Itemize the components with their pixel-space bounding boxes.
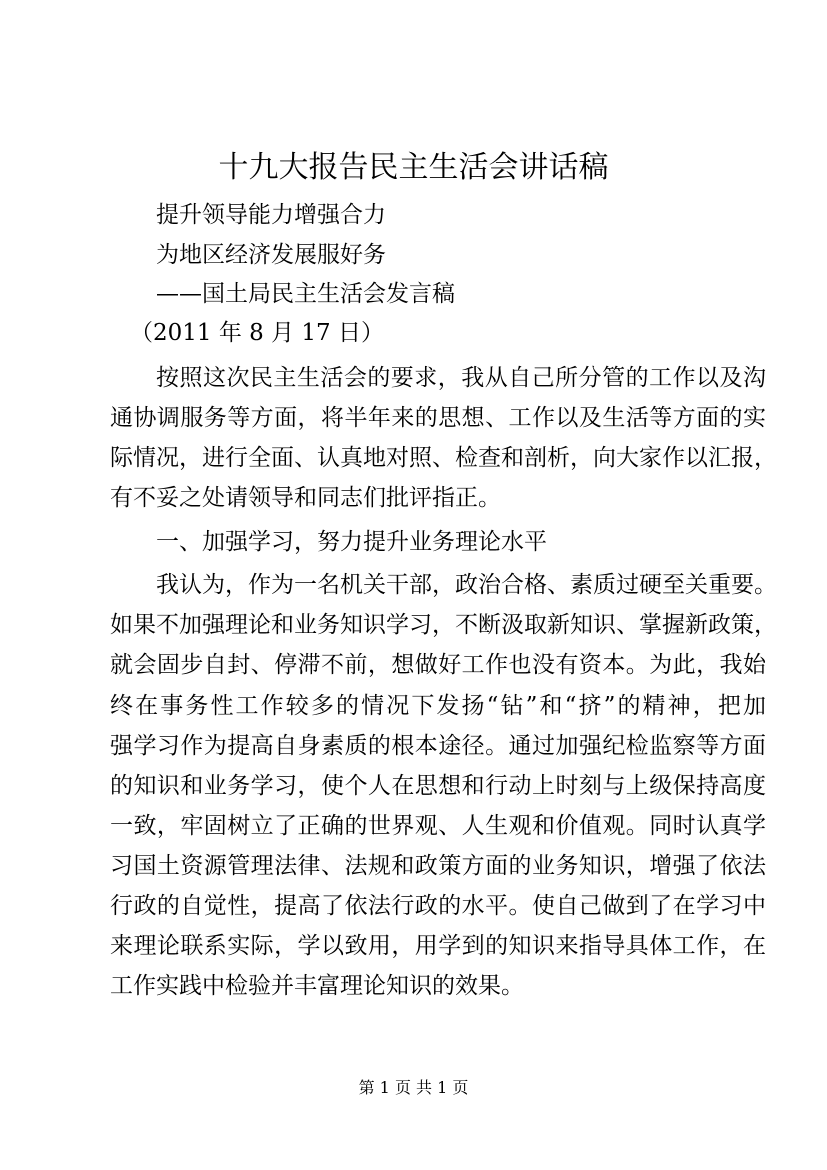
paragraph-line: 的知识和业务学习，使个人在思想和行动上时刻与上级保持高度 xyxy=(110,773,766,799)
subtitle: 提升领导能力增强合力 xyxy=(156,202,386,228)
paragraph-line: 工作实践中检验并丰富理论知识的效果。 xyxy=(110,973,524,999)
paragraph-line: 我认为，作为一名机关干部，政治合格、素质过硬至关重要。 xyxy=(156,572,777,598)
paragraph-line: 通协调服务等方面，将半年来的思想、工作以及生活等方面的实 xyxy=(110,405,766,431)
paragraph-line: 终在事务性工作较多的情况下发扬“钻”和“挤”的精神，把加 xyxy=(110,693,766,719)
paragraph-line: 行政的自觉性，提高了依法行政的水平。使自己做到了在学习中 xyxy=(110,893,766,919)
paragraph-line: 如果不加强理论和业务知识学习，不断汲取新知识、掌握新政策， xyxy=(110,612,777,638)
paragraph-line: 就会固步自封、停滞不前，想做好工作也没有资本。为此，我始 xyxy=(110,652,766,678)
paragraph-line: 一致，牢固树立了正确的世界观、人生观和价值观。同时认真学 xyxy=(110,813,766,839)
paragraph-line: 际情况，进行全面、认真地对照、检查和剖析，向大家作以汇报， xyxy=(110,445,777,471)
document-title: 十九大报告民主生活会讲话稿 xyxy=(218,150,609,185)
paragraph-line: 强学习作为提高自身素质的根本途径。通过加强纪检监察等方面 xyxy=(110,733,766,759)
section-heading: 一、加强学习，努力提升业务理论水平 xyxy=(156,529,547,555)
page-number: 第 1 页 共 1 页 xyxy=(358,1078,469,1097)
paragraph-line: 习国土资源管理法律、法规和政策方面的业务知识，增强了依法 xyxy=(110,853,766,879)
subtitle: 为地区经济发展服好务 xyxy=(156,242,386,268)
speech-date: （2011 年 8 月 17 日） xyxy=(130,320,384,346)
subtitle: ——国土局民主生活会发言稿 xyxy=(156,281,455,307)
paragraph-line: 来理论联系实际，学以致用，用学到的知识来指导具体工作，在 xyxy=(110,933,766,959)
paragraph-line: 按照这次民主生活会的要求，我从自己所分管的工作以及沟 xyxy=(156,365,766,391)
paragraph-line: 有不妥之处请领导和同志们批评指正。 xyxy=(110,485,501,511)
